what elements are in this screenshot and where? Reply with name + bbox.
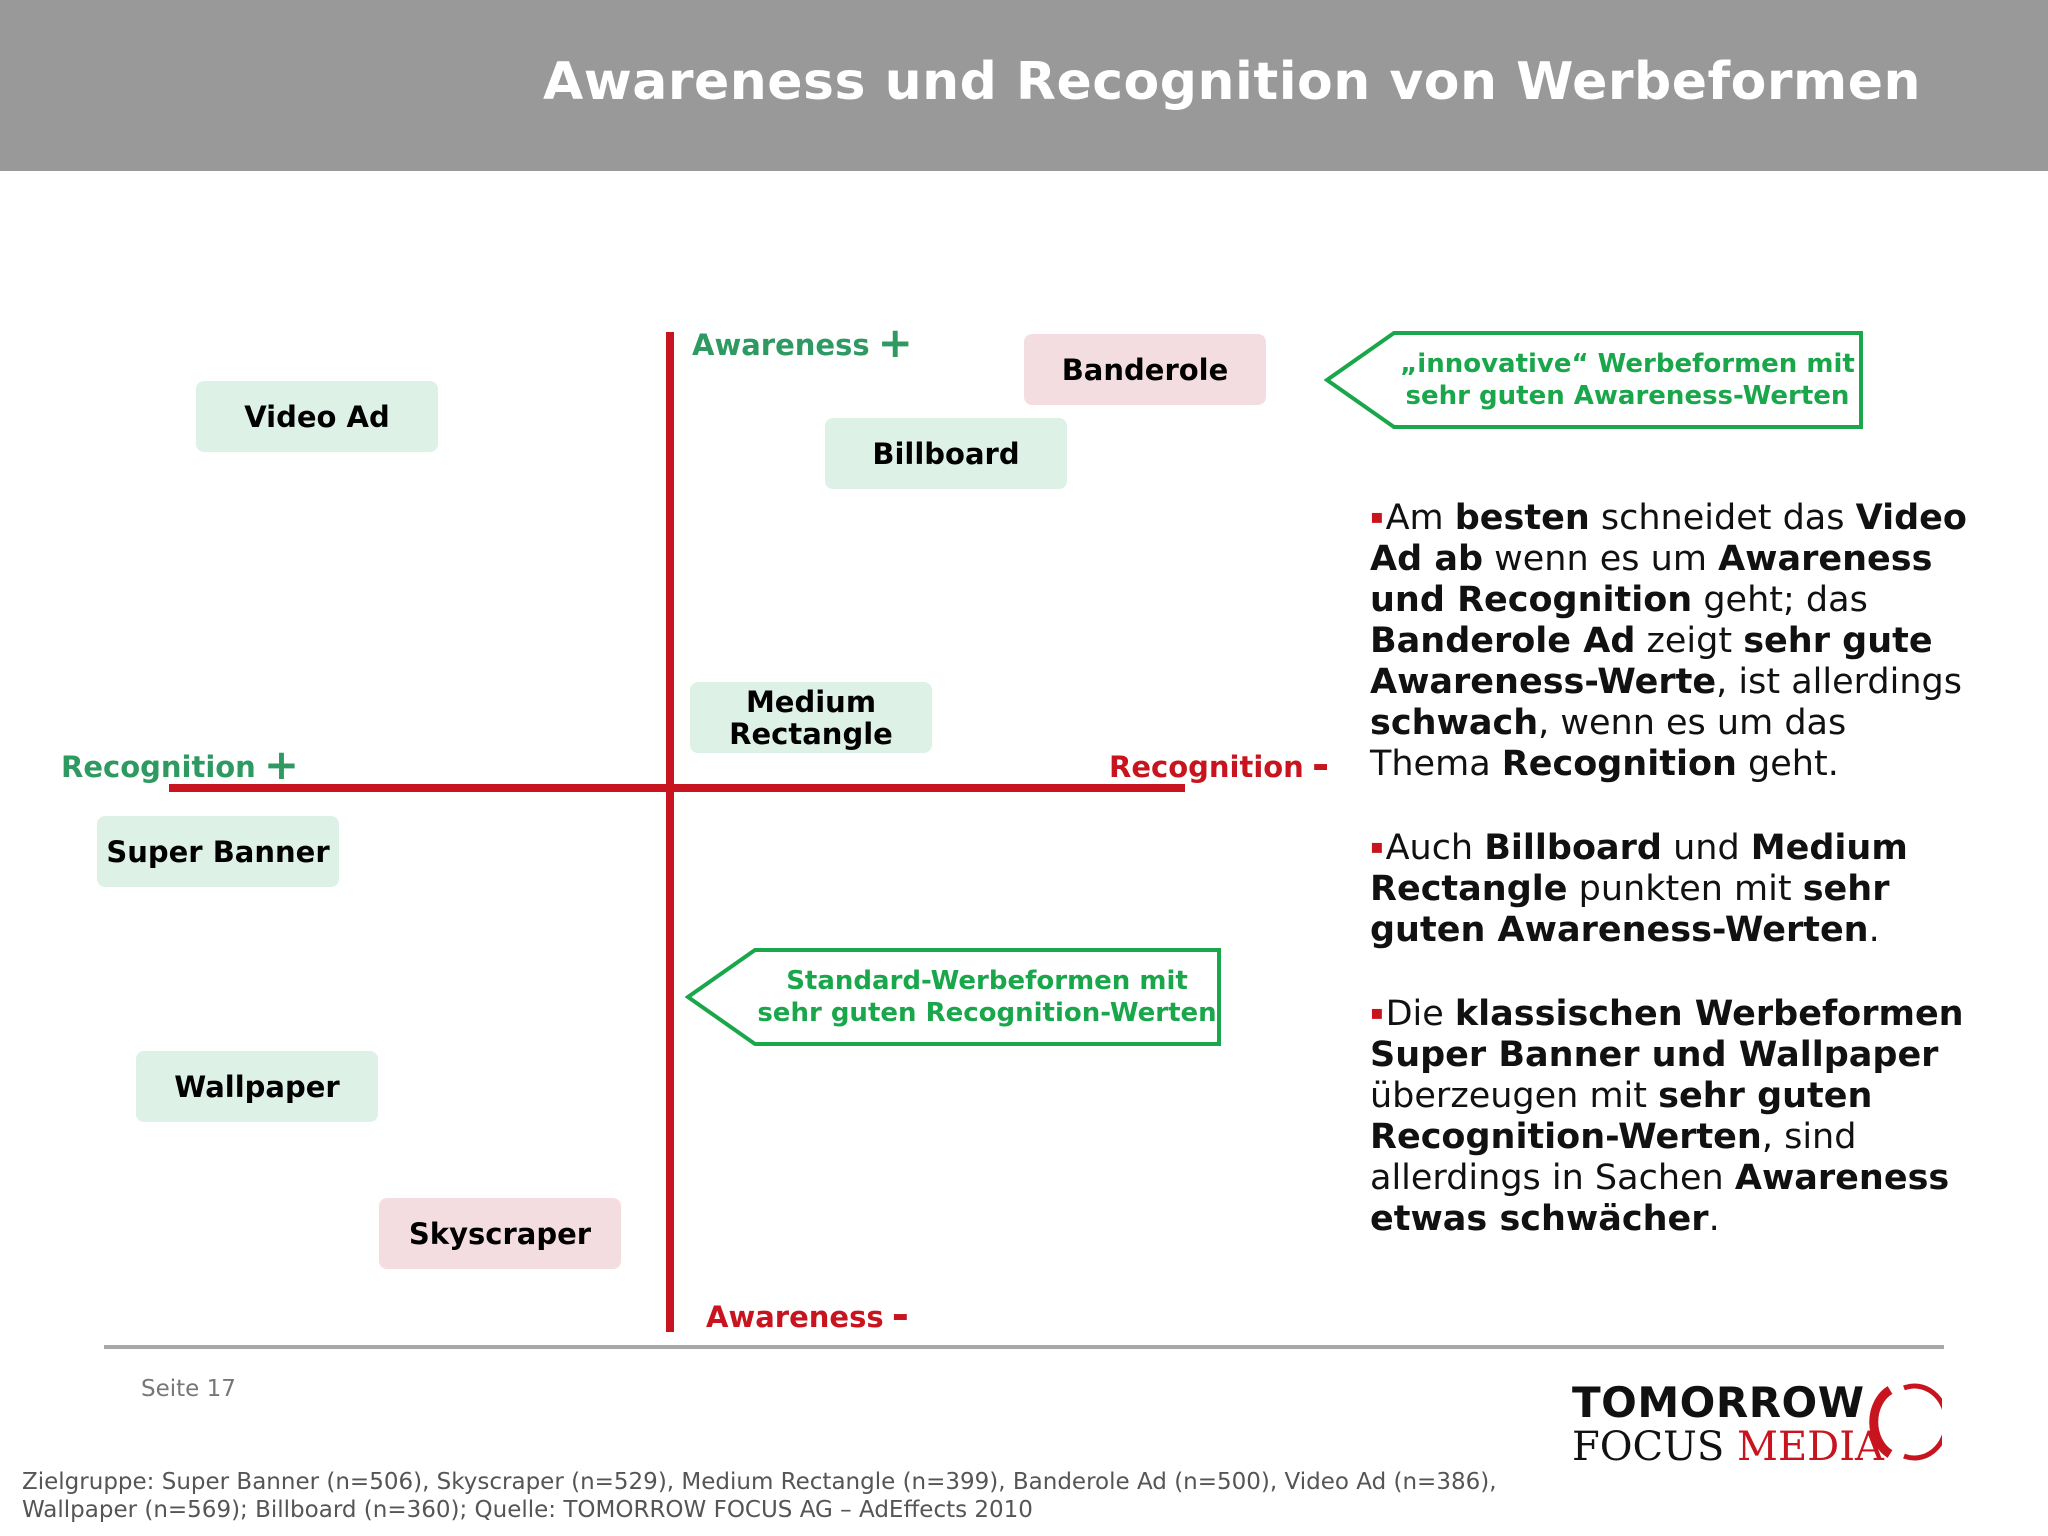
recognition-axis <box>169 784 1185 792</box>
innovative-callout-text: „innovative“ Werbeformen mit sehr guten Awareness-Werten <box>1400 349 1855 411</box>
summary-paragraph-2: ▪Auch Billboard und Medium Rectangle punkten mit sehr guten Awareness-Werten. <box>1370 828 1908 950</box>
super-banner-box: Super Banner <box>97 816 339 887</box>
summary-paragraph-3: ▪Die klassischen Werbeformen Super Banner und Wallpaper überzeugen mit sehr guten Recognition-Werten, sind allerdings in Sachen Awareness etwas schwächer. <box>1370 994 1964 1239</box>
skyscraper-box: Skyscraper <box>379 1198 621 1269</box>
awareness-plus-label: Awareness + <box>692 318 913 367</box>
standard-callout-text: Standard-Werbeformen mit sehr guten Recognition-Werten <box>757 966 1217 1028</box>
banderole-box: Banderole <box>1024 334 1266 405</box>
footer-divider <box>104 1345 1944 1349</box>
bullet-icon: ▪ <box>1370 1000 1384 1024</box>
header-bar <box>0 0 2048 171</box>
recognition-plus-label: Recognition + <box>61 740 300 789</box>
awareness-minus-label: Awareness - <box>706 1290 910 1339</box>
awareness-axis <box>666 332 674 1332</box>
bullet-icon: ▪ <box>1370 834 1384 858</box>
medium-rectangle-box: Medium Rectangle <box>690 682 932 753</box>
tomorrow-focus-media-logo <box>1566 1374 1946 1474</box>
logo-line-2: FOCUS MEDIA <box>1572 1424 1884 1470</box>
bullet-icon: ▪ <box>1370 504 1384 528</box>
standard-callout <box>685 947 1222 1047</box>
recognition-minus-label: Recognition - <box>1109 740 1330 789</box>
video-ad-box: Video Ad <box>196 381 438 452</box>
logo-line-1: TOMORROW <box>1572 1378 1865 1427</box>
summary-text <box>1370 496 1970 1281</box>
innovative-callout <box>1324 330 1864 430</box>
billboard-box: Billboard <box>825 418 1067 489</box>
source-note: Zielgruppe: Super Banner (n=506), Skyscraper (n=529), Medium Rectangle (n=399), Banderole Ad (n=500), Video Ad (n=386), Wallpaper (n=569); Billboard (n=360); Quelle: TOMORROW FOCUS AG – AdEffects 2010 <box>22 1469 1497 1523</box>
summary-paragraph-1: ▪Am besten schneidet das Video Ad ab wenn es um Awareness und Recognition geht; das Banderole Ad zeigt sehr gute Awareness-Werte, ist allerdings schwach, wenn es um das Thema Recognition geht. <box>1370 498 1967 784</box>
page-number: Seite 17 <box>141 1376 236 1402</box>
page-title: Awareness und Recognition von Werbeformen <box>542 52 1921 112</box>
wallpaper-box: Wallpaper <box>136 1051 378 1122</box>
logo-ring-icon <box>1860 1380 1942 1464</box>
